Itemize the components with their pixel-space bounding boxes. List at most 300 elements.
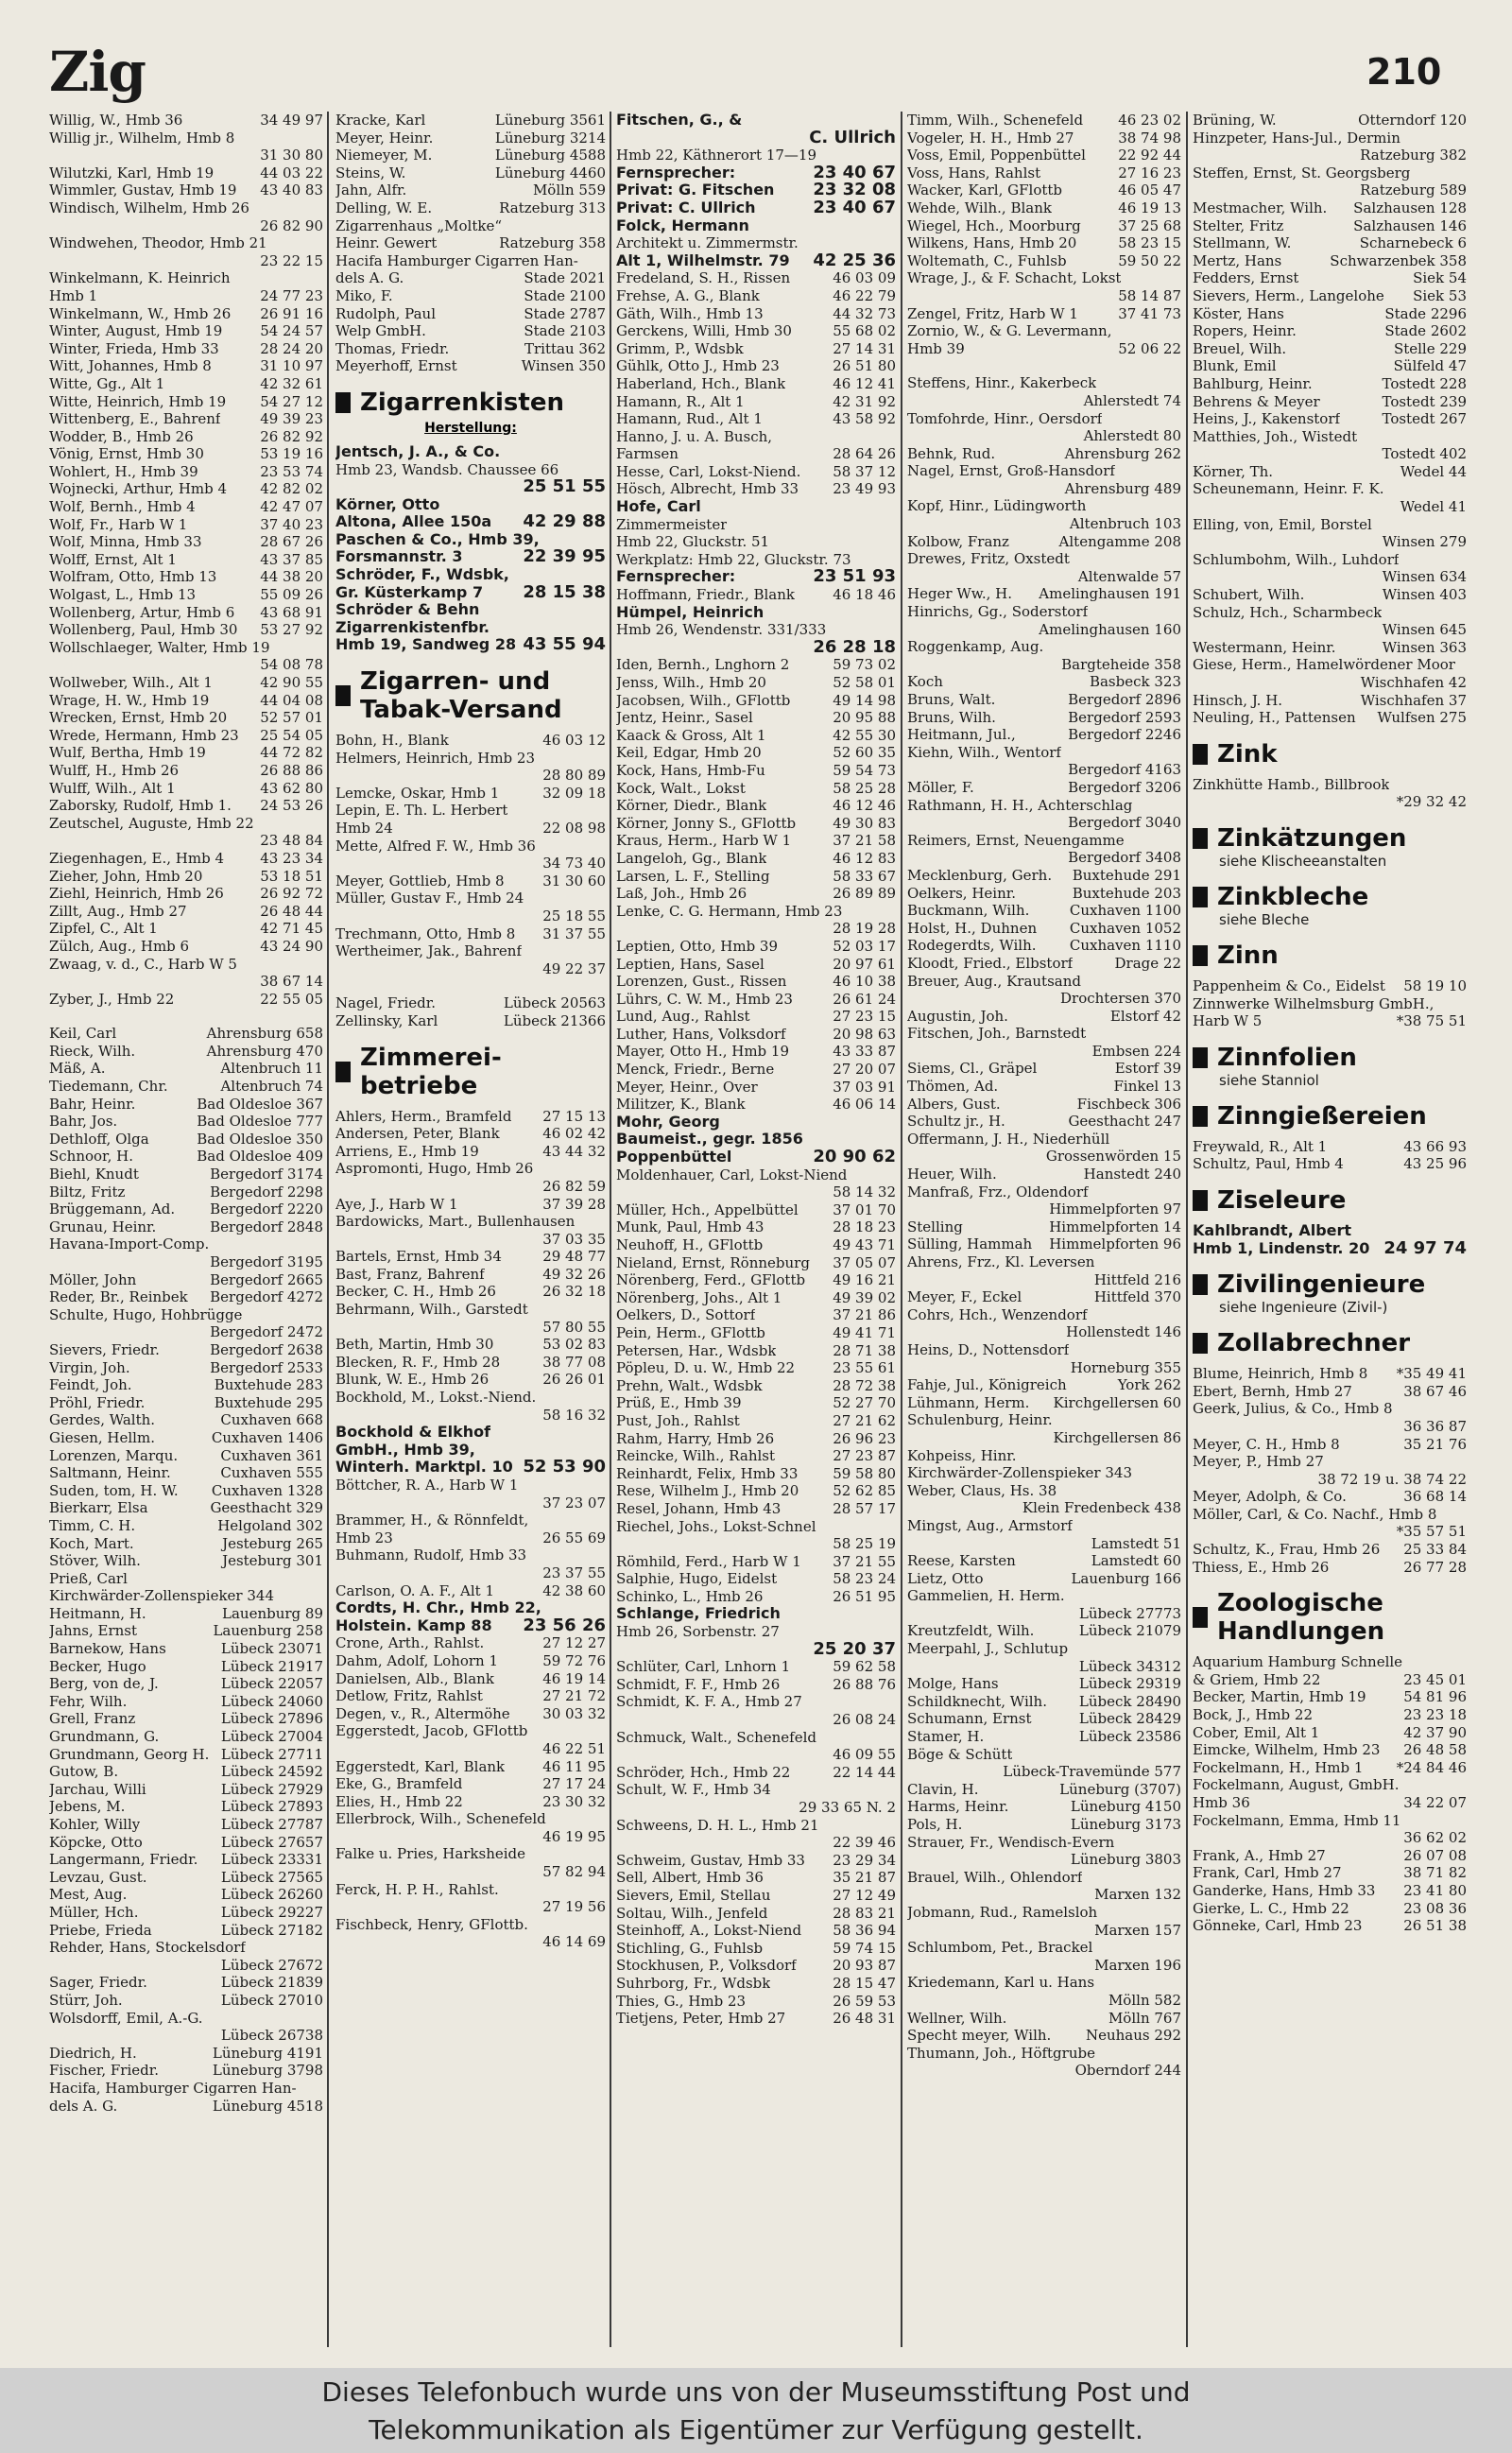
listing-name: Vogeler, H. H., Hmb 27	[907, 129, 1074, 147]
listing-entry	[335, 872, 606, 890]
listing-name: Brüning, W.	[1193, 112, 1277, 129]
listing-entry	[49, 1499, 323, 1517]
listing-entry	[49, 1183, 323, 1201]
listing-name: Rese, Wilhelm J., Hmb 20	[616, 1482, 799, 1500]
listing-phone: 59 50 22	[1118, 251, 1181, 269]
listing-phone: 43 62 80	[260, 779, 323, 797]
listing-entry	[907, 462, 1181, 480]
listing-entry	[907, 1974, 1181, 1992]
listing-name: Zinkhütte Hamb., Billbrook	[1193, 775, 1390, 793]
listing-name: Wrecken, Ernst, Hmb 20	[49, 709, 228, 727]
entry-group-gap	[335, 977, 606, 994]
listing-phone: Lübeck 29227	[220, 1903, 323, 1921]
listing-phone: Tostedt 239	[1382, 392, 1467, 410]
listing-entry	[616, 885, 896, 903]
listing-phone: 27 20 07	[833, 1061, 896, 1079]
listing-name: Mecklenburg, Gerh.	[907, 866, 1053, 884]
listing-name: Zornio, W., & G. Levermann,	[907, 322, 1112, 340]
listing-phone: Lübeck 29319	[1078, 1675, 1181, 1693]
listing-name: Keil, Carl	[49, 1025, 117, 1043]
listing-entry	[907, 568, 1181, 586]
listing-entry	[335, 112, 606, 130]
listing-name: Zigarrenkistenfbr.	[335, 618, 490, 636]
listing-phone: 42 90 55	[260, 674, 323, 691]
section-title-text: Zivilingenieure	[1217, 1270, 1426, 1300]
listing-entry	[1193, 604, 1467, 622]
listing-phone: Jesteburg 301	[222, 1552, 323, 1570]
listing-entry	[335, 1687, 606, 1705]
listing-phone: Lübeck 21917	[220, 1657, 323, 1675]
listing-name: Schweens, D. H. L., Hmb 21	[616, 1816, 819, 1834]
listing-entry	[907, 181, 1181, 199]
listing-name: Blume, Heinrich, Hmb 8	[1193, 1365, 1368, 1383]
listing-phone: Kirchgellersen 86	[1053, 1428, 1181, 1446]
listing-name: Gerckens, Willi, Hmb 30	[616, 322, 792, 340]
listing-name: Heinr. Gewert	[335, 234, 438, 252]
listing-name: Meyer, Adolph, & Co.	[1193, 1488, 1347, 1506]
listing-entry	[616, 1254, 896, 1272]
listing-phone: 23 23 18	[1403, 1706, 1467, 1724]
listing-entry	[335, 287, 606, 305]
listing-name: Suhrborg, Fr., Wdsbk	[616, 1974, 771, 1992]
listing-entry	[335, 1705, 606, 1723]
listing-phone: 26 88 76	[833, 1675, 896, 1693]
listing-entry	[1193, 586, 1467, 604]
listing-name: Reimers, Ernst, Neuengamme	[907, 831, 1125, 849]
listing-phone: 27 19 56	[542, 1898, 606, 1916]
listing-name: Nörenberg, Ferd., GFlottb	[616, 1271, 806, 1289]
listing-phone: 46 12 46	[833, 797, 896, 815]
listing-entry	[616, 1693, 896, 1711]
listing-entry	[49, 551, 323, 569]
listing-name: Meyerhoff, Ernst	[335, 357, 457, 375]
listing-phone: 53 18 51	[260, 867, 323, 885]
listing-entry	[335, 601, 606, 619]
listing-phone: 23 22 15	[260, 251, 323, 269]
listing-phone: Mölln 767	[1108, 2009, 1181, 2027]
listing-entry	[907, 885, 1181, 903]
listing-phone: Ahrensburg 489	[1064, 479, 1181, 497]
listing-name: Hösch, Albrecht, Hmb 33	[616, 480, 799, 498]
listing-entry	[907, 1904, 1181, 1922]
section-title	[1193, 1102, 1467, 1131]
listing-entry	[335, 1881, 606, 1899]
listing-entry	[907, 1201, 1181, 1218]
listing-entry	[907, 392, 1181, 410]
listing-entry	[335, 1793, 606, 1811]
listing-name: Hmb 22, Käthnerort 17—19	[616, 147, 817, 164]
listing-entry	[49, 516, 323, 534]
listing-name: Ahlers, Herm., Bramfeld	[335, 1107, 512, 1125]
listing-phone: 26 77 28	[1403, 1558, 1467, 1576]
listing-name: Vönig, Ernst, Hmb 30	[49, 445, 204, 463]
listing-name: Hmb 36	[1193, 1794, 1250, 1811]
section-heading	[1193, 740, 1467, 769]
listing-phone: Lüneburg 4518	[212, 2097, 323, 2115]
listing-entry	[335, 1459, 606, 1477]
listing-phone: 28 24 20	[260, 339, 323, 357]
listing-phone: 49 39 02	[833, 1288, 896, 1306]
listing-entry	[335, 1494, 606, 1512]
listing-entry	[335, 820, 606, 838]
listing-entry	[907, 1693, 1181, 1711]
listing-name: Becker, Hugo	[49, 1657, 146, 1675]
listing-phone: Lübeck 27657	[220, 1833, 323, 1851]
listing-entry	[49, 1605, 323, 1623]
listing-entry	[49, 850, 323, 868]
listing-entry	[1193, 621, 1467, 639]
listing-entry	[907, 638, 1181, 656]
listing-entry	[1193, 1812, 1467, 1830]
listing-entry	[907, 112, 1181, 130]
listing-name: Augustin, Joh.	[907, 1007, 1008, 1025]
listing-entry	[335, 1283, 606, 1301]
listing-entry	[335, 269, 606, 287]
listing-phone: 31 30 80	[260, 147, 323, 164]
listing-entry	[49, 1658, 323, 1676]
listing-entry	[49, 674, 323, 692]
listing-name: Wodder, B., Hmb 26	[49, 427, 194, 445]
listing-phone: Lüneburg 3561	[494, 112, 606, 129]
listing-entry	[49, 1447, 323, 1465]
listing-phone: 36 68 14	[1403, 1488, 1467, 1506]
listing-name: Reese, Karsten	[907, 1552, 1016, 1570]
listing-name: Hmb 24	[335, 820, 393, 837]
section-heading	[335, 1044, 606, 1100]
listing-entry	[1193, 1776, 1467, 1794]
listing-name: Kriedemann, Karl u. Hans	[907, 1974, 1095, 1992]
listing-name: Kirchwärder-Zollenspieker 344	[49, 1587, 275, 1605]
listing-name: Böttcher, R. A., Harb W 1	[335, 1477, 519, 1494]
listing-entry	[335, 340, 606, 358]
listing-phone: 52 57 01	[260, 709, 323, 727]
listing-name: Gammelien, H. Herm.	[907, 1587, 1065, 1605]
listing-phone: 36 62 02	[1403, 1829, 1467, 1847]
listing-phone: 26 08 24	[833, 1711, 896, 1729]
listing-entry	[616, 656, 896, 674]
listing-entry	[907, 1922, 1181, 1940]
listing-name: Ebert, Bernh, Hmb 27	[1193, 1382, 1352, 1400]
listing-entry	[1193, 1471, 1467, 1489]
listing-phone: 20 90 62	[813, 1147, 896, 1167]
listing-phone: Bad Oldesloe 777	[197, 1113, 323, 1131]
listing-name: Arriens, E., Hmb 19	[335, 1142, 479, 1160]
listing-entry	[49, 1464, 323, 1482]
listing-entry	[907, 252, 1181, 270]
listing-name: Langeloh, Gg., Blank	[616, 849, 767, 867]
listing-phone: 29 33 65 N. 2	[799, 1799, 896, 1816]
listing-phone: Altengamme 208	[1058, 532, 1181, 550]
listing-phone: Bergedorf 2665	[210, 1270, 323, 1288]
listing-phone: *38 75 51	[1396, 1012, 1467, 1030]
listing-phone: 28 71 38	[833, 1341, 896, 1359]
listing-name: Ziegenhagen, E., Hmb 4	[49, 849, 224, 867]
listing-entry	[616, 1535, 896, 1553]
listing-phone: 23 08 36	[1403, 1899, 1467, 1917]
listing-name: Wulf, Bertha, Hmb 19	[49, 744, 206, 762]
listing-phone: Embsen 224	[1091, 1042, 1181, 1060]
listing-name: Schult, W. F., Hmb 34	[616, 1781, 771, 1799]
listing-name: Nörenberg, Johs., Alt 1	[616, 1288, 782, 1306]
listing-entry	[907, 902, 1181, 920]
listing-phone: 37 03 91	[833, 1078, 896, 1096]
listing-entry	[49, 498, 323, 516]
listing-entry	[616, 1236, 896, 1254]
listing-name: Fischbeck, Henry, GFlottb.	[335, 1915, 528, 1933]
listing-name: Sievers, Friedr.	[49, 1340, 160, 1358]
listing-phone: 35 21 87	[833, 1869, 896, 1887]
listing-phone: 46 09 55	[833, 1746, 896, 1764]
listing-phone: Geesthacht 329	[210, 1499, 323, 1517]
listing-entry	[907, 1288, 1181, 1306]
listing-entry	[335, 1863, 606, 1881]
section-heading	[1193, 824, 1467, 870]
listing-name: Hofe, Carl	[616, 498, 701, 516]
listing-entry	[907, 691, 1181, 709]
listing-name: Zwaag, v. d., C., Harb W 5	[49, 955, 237, 973]
listing-entry	[335, 1758, 606, 1776]
listing-entry	[49, 604, 323, 622]
listing-entry	[335, 1740, 606, 1758]
listing-entry	[907, 1552, 1181, 1570]
column-divider	[327, 112, 329, 2347]
listing-phone: 27 12 49	[833, 1886, 896, 1904]
listing-entry	[907, 1587, 1181, 1605]
listing-phone: 43 55 94	[523, 634, 606, 655]
listing-phone: Ratzeburg 589	[1360, 181, 1467, 199]
listing-entry	[49, 393, 323, 411]
listing-name: Bierkarr, Elsa	[49, 1499, 148, 1517]
section-subtitle: Herstellung:	[424, 420, 517, 436]
listing-entry	[907, 1939, 1181, 1957]
listing-name: Frehse, A. G., Blank	[616, 286, 760, 304]
listing-name: Sülling, Hammah	[907, 1235, 1033, 1253]
listing-name: Folck, Hermann	[616, 216, 749, 234]
listing-phone: Salzhausen 128	[1353, 199, 1467, 216]
listing-name: Aquarium Hamburg Schnelle	[1193, 1653, 1403, 1671]
listing-phone: *35 49 41	[1396, 1365, 1467, 1383]
listing-phone: Lüneburg 4588	[494, 147, 606, 164]
listing-phone: Lübeck 26260	[220, 1886, 323, 1904]
listing-entry	[616, 1271, 896, 1289]
listing-entry	[616, 832, 896, 850]
listing-phone: Geesthacht 247	[1068, 1113, 1181, 1131]
listing-name: Pust, Joh., Rahlst	[616, 1411, 740, 1429]
listing-name: Wrage, H. W., Hmb 19	[49, 691, 210, 709]
listing-phone: 25 18 55	[542, 907, 606, 924]
listing-name: Moldenhauer, Carl, Lokst-Niend	[616, 1166, 848, 1183]
section-heading	[1193, 1044, 1467, 1089]
listing-entry	[1193, 639, 1467, 657]
listing-name: Wojnecki, Arthur, Hmb 4	[49, 480, 228, 498]
listing-phone: Bergedorf 3195	[210, 1253, 323, 1270]
listing-entry	[335, 1231, 606, 1249]
listing-name: Schildknecht, Wilh.	[907, 1692, 1047, 1710]
listing-entry	[335, 1424, 606, 1442]
listing-name: Drewes, Fritz, Oxstedt	[907, 550, 1070, 568]
listing-name: Jahn, Alfr.	[335, 181, 407, 199]
listing-entry	[907, 199, 1181, 217]
listing-phone: Tostedt 402	[1382, 445, 1467, 463]
listing-phone: Hollenstedt 146	[1066, 1323, 1181, 1341]
listing-entry	[335, 1617, 606, 1635]
listing-phone: Winsen 363	[1382, 638, 1467, 656]
listing-entry	[1193, 995, 1467, 1013]
listing-entry	[335, 1722, 606, 1740]
listing-phone: Himmelpforten 97	[1049, 1201, 1181, 1218]
listing-name: Möller, Carl, & Co. Nachf., Hmb 8	[1193, 1505, 1437, 1523]
listing-entry	[616, 868, 896, 886]
listing-entry	[907, 1376, 1181, 1394]
listing-phone: 43 24 90	[260, 937, 323, 955]
listing-phone: 26 26 01	[542, 1371, 606, 1389]
listing-entry	[335, 199, 606, 217]
section-heading	[335, 667, 606, 724]
listing-entry	[1193, 1559, 1467, 1577]
listing-phone: 37 23 07	[542, 1494, 606, 1512]
listing-phone: Mölln 582	[1108, 1991, 1181, 2009]
listing-name: Zellinsky, Karl	[335, 1011, 438, 1029]
listing-entry	[335, 1125, 606, 1143]
listing-name: Fernsprecher:	[616, 164, 736, 181]
listing-phone: 37 21 86	[833, 1306, 896, 1324]
listing-entry	[1193, 1706, 1467, 1724]
listing-phone: Lauenburg 258	[213, 1622, 323, 1640]
listing-name: Steffens, Hinr., Kakerbeck	[907, 374, 1097, 392]
listing-entry	[49, 1640, 323, 1658]
square-bullet-icon	[1193, 1190, 1208, 1211]
listing-name: Offermann, J. H., Niederhüll	[907, 1130, 1110, 1148]
listing-phone: 49 41 71	[833, 1323, 896, 1341]
listing-entry	[907, 164, 1181, 182]
listing-name: Winter, August, Hmb 19	[49, 322, 223, 340]
listing-entry	[907, 1429, 1181, 1447]
listing-name: Hmb 23, Wandsb. Chaussee 66	[335, 460, 559, 478]
listing-phone: Bergedorf 2220	[210, 1201, 323, 1218]
listing-name: Bartels, Ernst, Hmb 34	[335, 1248, 502, 1266]
listing-name: Hamann, Rud., Alt 1	[616, 410, 763, 428]
listing-entry	[616, 1218, 896, 1236]
listing-entry	[1193, 393, 1467, 411]
listing-phone: 37 25 68	[1118, 216, 1181, 234]
listing-entry	[1193, 551, 1467, 569]
listing-phone: 26 51 38	[1403, 1917, 1467, 1935]
listing-name: Schmuck, Walt., Schenefeld	[616, 1728, 817, 1746]
listing-name: Cohrs, Hch., Wenzendorf	[907, 1305, 1088, 1323]
listing-name: Nagel, Ernst, Groß-Hansdorf	[907, 462, 1115, 480]
listing-name: Gierke, L. C., Hmb 22	[1193, 1899, 1349, 1917]
listing-phone: 34 22 07	[1403, 1794, 1467, 1811]
listing-entry	[616, 1922, 896, 1940]
listing-phone: 49 32 26	[542, 1265, 606, 1283]
listing-name: Prüß, E., Hmb 39	[616, 1394, 742, 1412]
listing-name: Wollenberg, Paul, Hmb 30	[49, 621, 238, 639]
listing-name: Wulff, H., Hmb 26	[49, 761, 180, 779]
listing-name: Voss, Emil, Poppenbüttel	[907, 147, 1086, 164]
listing-entry	[335, 1916, 606, 1934]
listing-entry	[907, 849, 1181, 867]
listing-entry	[1193, 199, 1467, 217]
listing-name: Rieck, Wilh.	[49, 1042, 136, 1060]
listing-phone: 26 96 23	[833, 1429, 896, 1447]
listing-entry	[616, 498, 896, 516]
listing-entry	[49, 1922, 323, 1940]
listing-name: Wacker, Karl, GFlottb	[907, 181, 1063, 199]
listing-entry	[616, 991, 896, 1009]
listing-entry	[907, 1746, 1181, 1764]
listing-entry	[1193, 1671, 1467, 1689]
listing-entry	[907, 990, 1181, 1008]
listing-name: Resel, Johann, Hmb 43	[616, 1499, 782, 1517]
listing-phone: Ahrensburg 262	[1064, 444, 1181, 462]
listing-phone: 28 83 21	[833, 1904, 896, 1922]
listing-entry	[616, 797, 896, 815]
listing-phone: 46 14 69	[542, 1933, 606, 1951]
listing-entry	[49, 1376, 323, 1394]
listing-phone: 25 54 05	[260, 726, 323, 744]
listing-entry	[907, 585, 1181, 603]
listing-name: Stelling	[907, 1218, 963, 1235]
listing-entry	[335, 1012, 606, 1030]
listing-entry	[616, 287, 896, 305]
listing-phone: 23 40 67	[813, 197, 896, 217]
listing-name: Mayer, Otto H., Hmb 19	[616, 1043, 790, 1061]
square-bullet-icon	[1193, 1106, 1208, 1127]
listing-entry	[335, 767, 606, 785]
listing-phone: 58 16 32	[542, 1406, 606, 1424]
listing-phone: Cuxhaven 1406	[211, 1428, 323, 1446]
listing-entry	[1193, 776, 1467, 794]
section-title	[1193, 740, 1467, 769]
listing-name: Gutow, B.	[49, 1763, 119, 1781]
listing-phone: 31 10 97	[260, 357, 323, 375]
section-title-text: Zink	[1217, 739, 1278, 769]
listing-name: Steinhoff, A., Lokst-Niend	[616, 1922, 802, 1940]
listing-entry	[907, 1640, 1181, 1658]
listing-entry	[1193, 445, 1467, 463]
square-bullet-icon	[335, 685, 351, 706]
listing-name: Kreutzfeldt, Wilh.	[907, 1622, 1035, 1640]
listing-name: Privat: C. Ullrich	[616, 199, 756, 216]
listing-phone: Winsen 645	[1382, 621, 1467, 639]
listing-phone: 52 06 22	[1118, 339, 1181, 357]
listing-name: Forsmannstr. 3	[335, 548, 463, 566]
listing-phone: Bergedorf 2298	[210, 1183, 323, 1201]
listing-entry	[49, 2098, 323, 2116]
listing-name: Zinnwerke Wilhelmsburg GmbH.,	[1193, 994, 1435, 1012]
listing-name: Schultz, Paul, Hmb 4	[1193, 1155, 1344, 1173]
listing-name: Pappenheim & Co., Eidelst	[1193, 976, 1385, 994]
listing-entry	[907, 1323, 1181, 1341]
listing-name: Jenss, Wilh., Hmb 20	[616, 674, 766, 691]
listing-entry	[49, 181, 323, 199]
listing-phone: Lübeck 28490	[1078, 1692, 1181, 1710]
listing-phone: 28 15 47	[833, 1974, 896, 1992]
listing-phone: Siek 54	[1413, 269, 1467, 287]
listing-name: Becker, Martin, Hmb 19	[1193, 1688, 1366, 1706]
listing-name: Eggerstedt, Jacob, GFlottb	[335, 1722, 528, 1740]
listing-name: Hoffmann, Friedr., Blank	[616, 586, 795, 604]
listing-phone: Salzhausen 146	[1353, 216, 1467, 234]
listing-entry	[1193, 1847, 1467, 1865]
listing-name: Danielsen, Alb., Blank	[335, 1669, 494, 1687]
listing-name: Grundmann, G.	[49, 1728, 160, 1746]
listing-entry	[335, 1160, 606, 1178]
section-title-text: Zimmerei-betriebe	[360, 1043, 502, 1100]
listing-name: Körner, Th.	[1193, 462, 1274, 480]
listing-name: Grunau, Heinr.	[49, 1218, 157, 1235]
listing-phone: 44 72 82	[260, 744, 323, 762]
